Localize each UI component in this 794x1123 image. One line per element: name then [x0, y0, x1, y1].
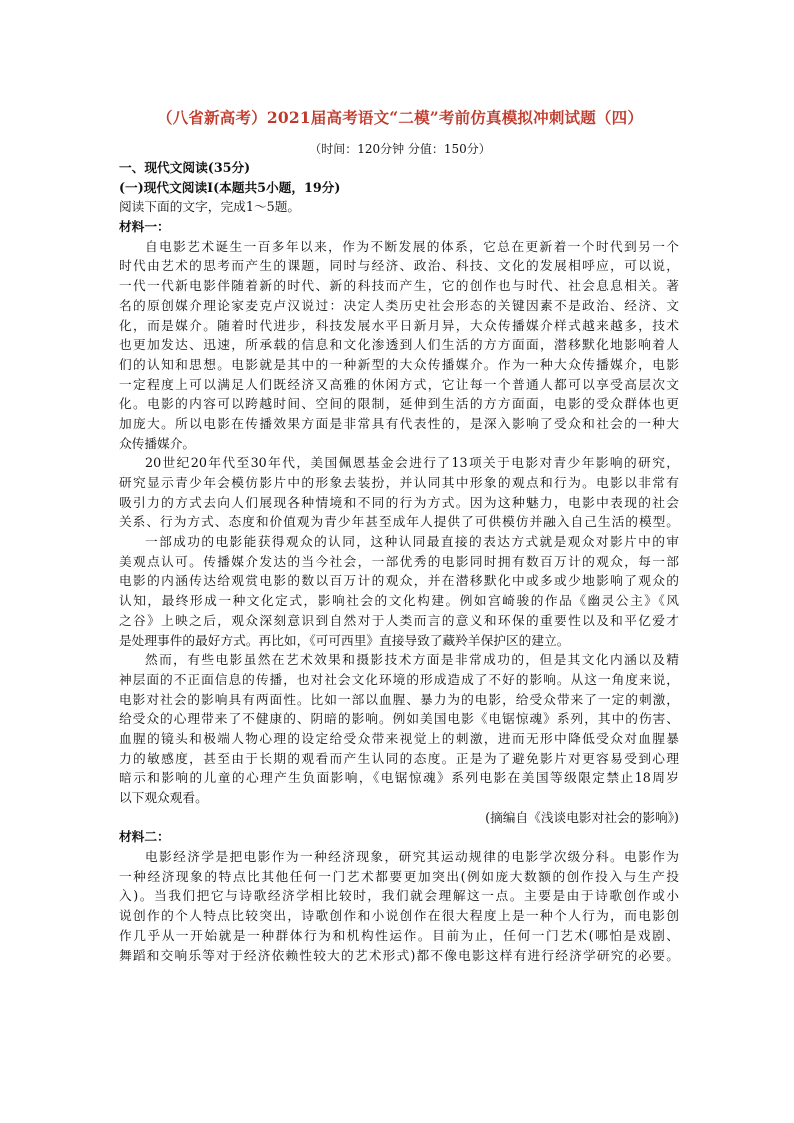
subsection-heading: (一)现代文阅读Ⅰ(本题共5小题，19分): [119, 179, 341, 195]
text-line: 化，而是媒介。随着时代进步，科技发展水平日新月异，大众传播媒介样式越来越多，技术: [119, 317, 679, 333]
text-line: 然而，有些电影虽然在艺术效果和摄影技术方面是非常成功的，但是其文化内涵以及精: [145, 652, 679, 668]
text-line: 作几乎从一开始就是一种群体行为和机构性运作。目前为止，任何一门艺术(哪怕是戏剧、: [119, 927, 679, 943]
text-line: 暗示和影响的儿童的心理产生负面影响，《电锯惊魂》系列电影在美国等级限定禁止18周岁: [119, 770, 679, 786]
text-line: 20世纪20年代至30年代，美国佩恩基金会进行了13项关于电影对青少年影响的研究，: [145, 455, 679, 471]
text-line: 时代由艺术的思考而产生的课题，同时与经济、政治、科技、文化的发展相呼应，可以说，: [119, 258, 679, 274]
text-line: 以下观众观看。: [119, 790, 208, 805]
source-citation: (摘编自《浅谈电影对社会的影响》): [485, 809, 679, 825]
material-one-heading: 材料一：: [119, 219, 170, 235]
exam-title: （八省新高考）2021届高考语文“二模”考前仿真模拟冲刺试题（四）: [156, 108, 644, 127]
exam-content: [119, 158, 679, 965]
material-two-heading: 材料二：: [119, 829, 170, 845]
text-line: 名的原创媒介理论家麦克卢汉说过：决定人类历史社会形态的关键因素不是政治、经济、文: [119, 297, 679, 313]
text-line: 电影经济学是把电影作为一种经济现象，研究其运动规律的电影学次级分科。电影作为: [145, 849, 679, 865]
text-line: 之谷》上映之后，观众深刻意识到自然对于人类而言的意义和环保的重要性以及和平亿爱才: [119, 612, 679, 628]
text-line: 一种经济现象的特点比其他任何一门艺术都要更加突出(例如庞大数额的创作投入与生产投: [119, 868, 679, 884]
text-line: 给受众的心理带来了不健康的、阴暗的影响。例如美国电影《电锯惊魂》系列，其中的伤害、: [119, 711, 679, 727]
text-line: 电影的内涵传达给观赏电影的数以百万计的观众，并在潜移默化中或多或少地影响了观众的: [119, 573, 679, 589]
text-line: 舞蹈和交响乐等对于经济依赖性较大的艺术形式)都不像电影这样有进行经济学研究的必要。: [119, 947, 679, 963]
text-line: 一代一代新电影伴随着新的时代、新的科技而产生，它的创作也与时代、社会息息相关。著: [119, 278, 679, 294]
text-line: 关系、行为方式、态度和价值观为青少年甚至成年人提供了可供模仿并融入自己生活的模型。: [119, 514, 679, 530]
text-line: 入)。当我们把它与诗歌经济学相比较时，我们就会理解这一点。主要是由于诗歌创作或小: [119, 888, 679, 904]
material-one-body: [119, 237, 679, 808]
text-line: 化。电影的内容可以跨越时间、空间的限制，延伸到生活的方方面面，电影的受众群体也更: [119, 396, 679, 412]
text-line: 也更加发达、迅速，所承载的信息和文化渗透到人们生活的方方面面，潜移默化地影响着人: [119, 337, 679, 353]
text-line: 是处理事件的最好方式。再比如，《可可西里》直接导致了藏羚羊保护区的建立。: [119, 632, 570, 648]
section-heading: 一、现代文阅读(35分): [119, 160, 251, 175]
text-line: 电影对社会的影响具有两面性。比如一部以血腥、暴力为的电影，给受众带来了一定的刺激，: [119, 691, 679, 707]
reading-instruction: 阅读下面的文字，完成1～5题。: [119, 199, 301, 215]
text-line: 自电影艺术诞生一百多年以来，作为不断发展的体系，它总在更新着一个时代到另一个: [145, 238, 679, 254]
text-line: 美观点认可。传播媒介发达的当今社会，一部优秀的电影同时拥有数百万计的观众，每一部: [119, 553, 679, 569]
text-line: 一定程度上可以满足人们既经济又高雅的休闲方式，它让每一个普通人都可以享受高层次文: [119, 376, 679, 392]
text-line: 神层面的不正面信息的传播，也对社会文化环境的形成造成了不好的影响。从这一角度来说，: [119, 671, 679, 687]
text-line: 们的认知和思想。电影就是其中的一种新型的大众传播媒介。作为一种大众传播媒介，电影: [119, 356, 679, 372]
text-line: 众传播媒介。: [119, 435, 196, 451]
text-line: 加庞大。所以电影在传播效果方面是非常具有代表性的，是深入影响了受众和社会的一种大: [119, 415, 679, 431]
text-line: 血腥的镜头和极端人物心理的设定给受众带来视觉上的刺激，进而无形中降低受众对血腥暴: [119, 730, 679, 746]
material-two-body: [119, 847, 679, 965]
text-line: 一部成功的电影能获得观众的认同，这种认同最直接的表达方式就是观众对影片中的审: [145, 534, 679, 550]
exam-time-score: （时间：120分钟 分值：150分）: [309, 142, 491, 156]
text-line: 吸引力的方式去向人们展现各种情境和不同的行为方式。因为这种魅力，电影中表现的社会: [119, 494, 679, 510]
text-line: 说创作的个人特点比较突出，诗歌创作和小说创作在很大程度上是一种个人行为，而电影创: [119, 908, 679, 924]
text-line: 认知，最终形成一种文化定式，影响社会的文化构建。例如宫崎骏的作品《幽灵公主》《风: [119, 593, 679, 609]
text-line: 研究显示青少年会模仿影片中的形象去装扮，并认同其中形象的观点和行为。电影以非常有: [119, 475, 679, 490]
text-line: 力的敏感度，甚至由于长期的观看而产生认同的态度。正是为了避免影片对更容易受到心理: [119, 750, 679, 766]
